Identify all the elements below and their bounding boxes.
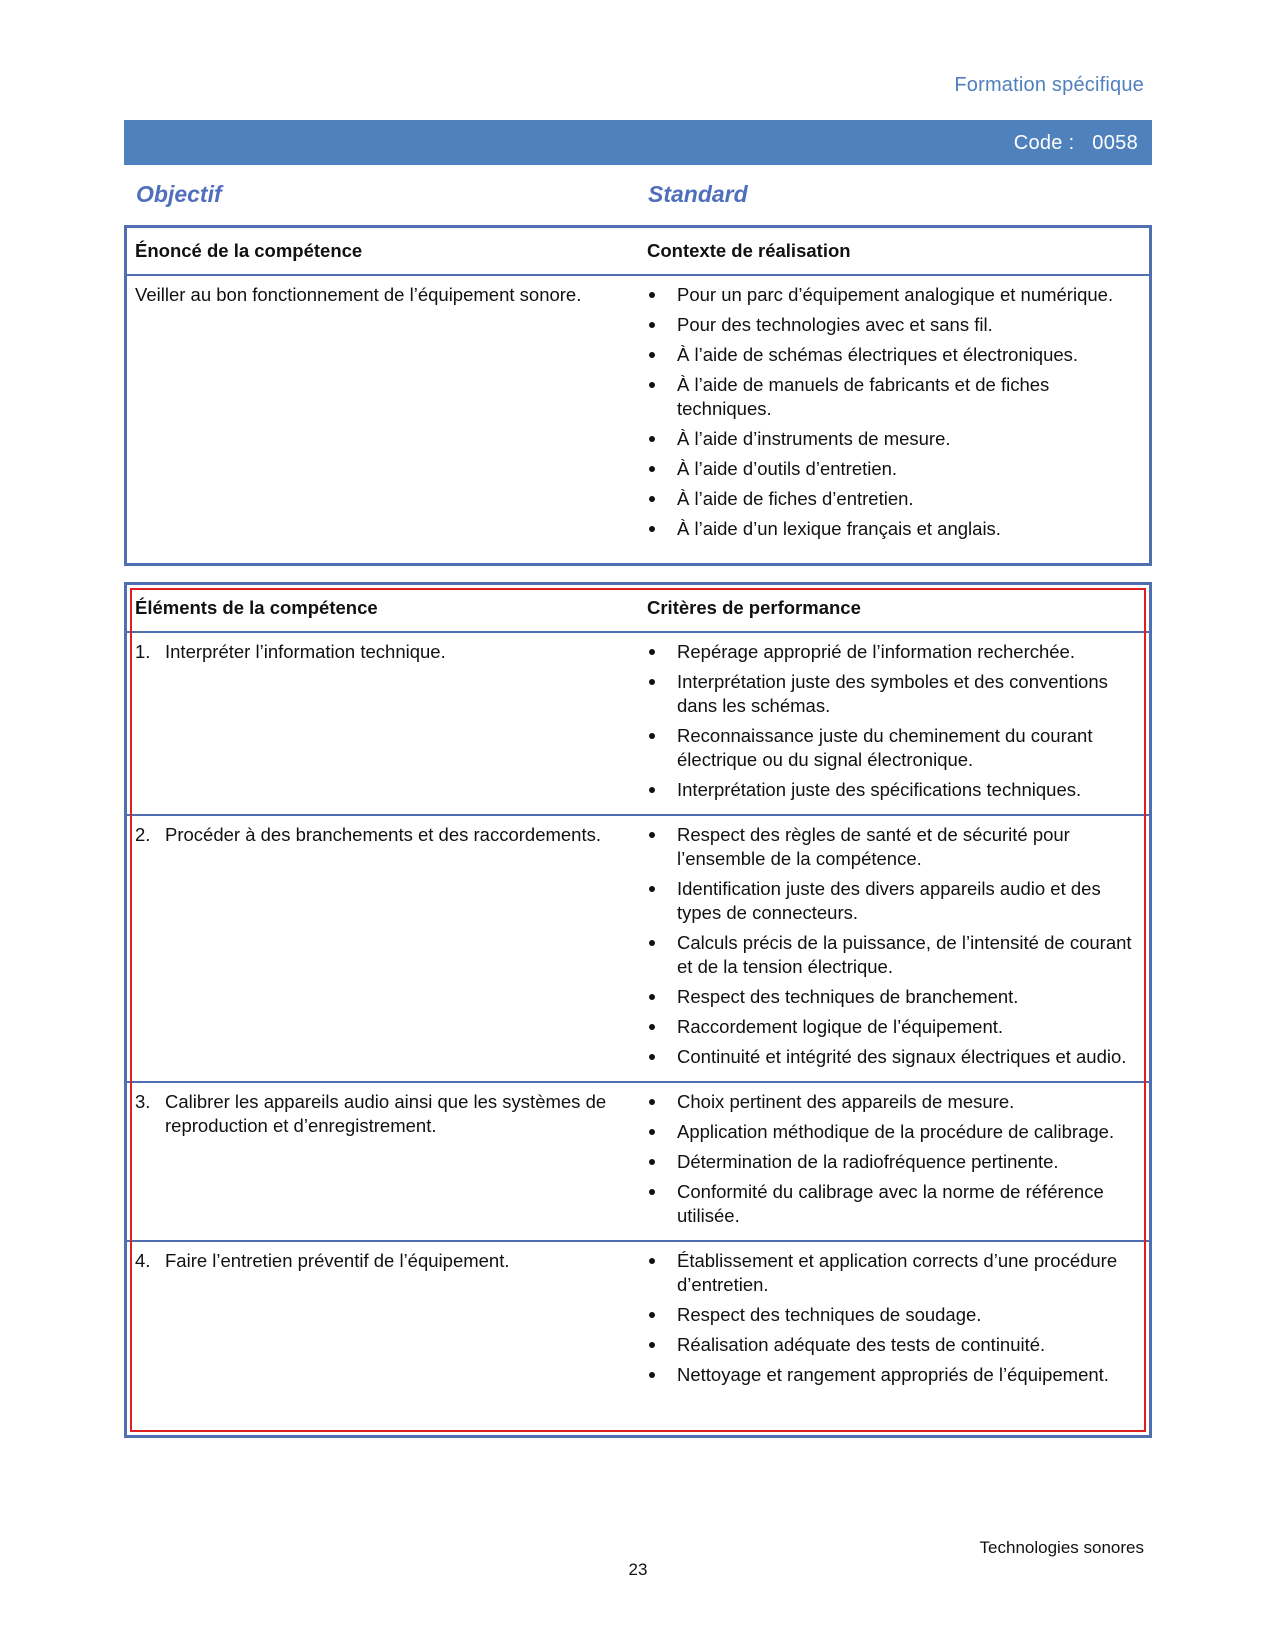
code-text [1014,132,1138,155]
element-number: 1. [135,641,151,662]
critere-item: Application méthodique de la procédure de calibrage. [647,1120,1141,1144]
code-label: Code : [1013,132,1075,154]
contexte-item: À l’aide d’instruments de mesure. [647,427,1141,451]
element-item [135,1249,631,1273]
critere-item: Interprétation juste des symboles et des conventions dans les schémas. [647,670,1141,718]
critere-item: Calculs précis de la puissance, de l’intensité de courant et de la tension électrique. [647,931,1141,979]
table-row [127,632,1149,815]
criteres-list [647,823,1141,1069]
critere-item: Établissement et application corrects d’une procédure d’entretien. [647,1249,1141,1297]
contexte-item: À l’aide de fiches d’entretien. [647,487,1141,511]
critere-item: Respect des techniques de soudage. [647,1303,1141,1327]
code-value: 0058 [1092,132,1138,154]
contexte-list [647,283,1141,541]
contexte-item: Pour des technologies avec et sans fil. [647,313,1141,337]
critere-item: Respect des règles de santé et de sécurité pour l’ensemble de la compétence. [647,823,1141,871]
enonce-text: Veiller au bon fonctionnement de l’équipement sonore. [135,284,582,305]
page-number: 23 [628,1560,648,1579]
element-item [135,1090,631,1138]
critere-item: Réalisation adéquate des tests de continuité. [647,1333,1141,1357]
element-text: Interpréter l’information technique. [165,641,446,662]
criteres-list [647,1090,1141,1228]
formation-label: Formation spécifique [954,74,1144,96]
element-number: 3. [135,1091,151,1112]
competence-table [124,225,1152,566]
footer-title: Technologies sonores [979,1538,1144,1557]
contexte-item: À l’aide d’outils d’entretien. [647,457,1141,481]
critere-item: Raccordement logique de l’équipement. [647,1015,1141,1039]
contexte-item: À l’aide de manuels de fabricants et de fiches techniques. [647,373,1141,421]
contexte-cell [639,275,1149,553]
critere-item: Respect des techniques de branchement. [647,985,1141,1009]
standard-title: Standard [648,181,748,207]
code-bar [124,120,1152,165]
critere-item: Détermination de la radiofréquence pertinente. [647,1150,1141,1174]
critere-item: Continuité et intégrité des signaux électriques et audio. [647,1045,1141,1069]
contexte-item: Pour un parc d’équipement analogique et numérique. [647,283,1141,307]
element-number: 4. [135,1250,151,1271]
criteres-header: Critères de performance [639,585,1149,632]
elements-table [124,582,1152,1438]
criteres-list [647,640,1141,802]
elements-header: Éléments de la compétence [127,585,639,632]
table-row [127,815,1149,1082]
critere-item: Nettoyage et rangement appropriés de l’équipement. [647,1363,1141,1387]
contexte-item: À l’aide d’un lexique français et anglais. [647,517,1141,541]
table-row [127,1082,1149,1241]
critere-item: Reconnaissance juste du cheminement du courant électrique ou du signal électronique. [647,724,1141,772]
element-item [135,823,631,847]
contexte-item: À l’aide de schémas électriques et électroniques. [647,343,1141,367]
critere-item: Repérage approprié de l’information recherchée. [647,640,1141,664]
critere-item: Conformité du calibrage avec la norme de référence utilisée. [647,1180,1141,1228]
element-text: Faire l’entretien préventif de l’équipement. [165,1250,510,1271]
element-text: Procéder à des branchements et des raccordements. [165,824,602,845]
contexte-header: Contexte de réalisation [639,228,1149,275]
critere-item: Interprétation juste des spécifications techniques. [647,778,1141,802]
critere-item: Choix pertinent des appareils de mesure. [647,1090,1141,1114]
element-item [135,640,631,664]
criteres-list [647,1249,1141,1387]
critere-item: Identification juste des divers appareils audio et des types de connecteurs. [647,877,1141,925]
element-text: Calibrer les appareils audio ainsi que les systèmes de reproduction et d’enregistrement. [165,1091,607,1136]
table-row [127,1241,1149,1399]
objectif-title: Objectif [136,181,222,207]
element-number: 2. [135,824,151,845]
enonce-header: Énoncé de la compétence [127,228,639,275]
